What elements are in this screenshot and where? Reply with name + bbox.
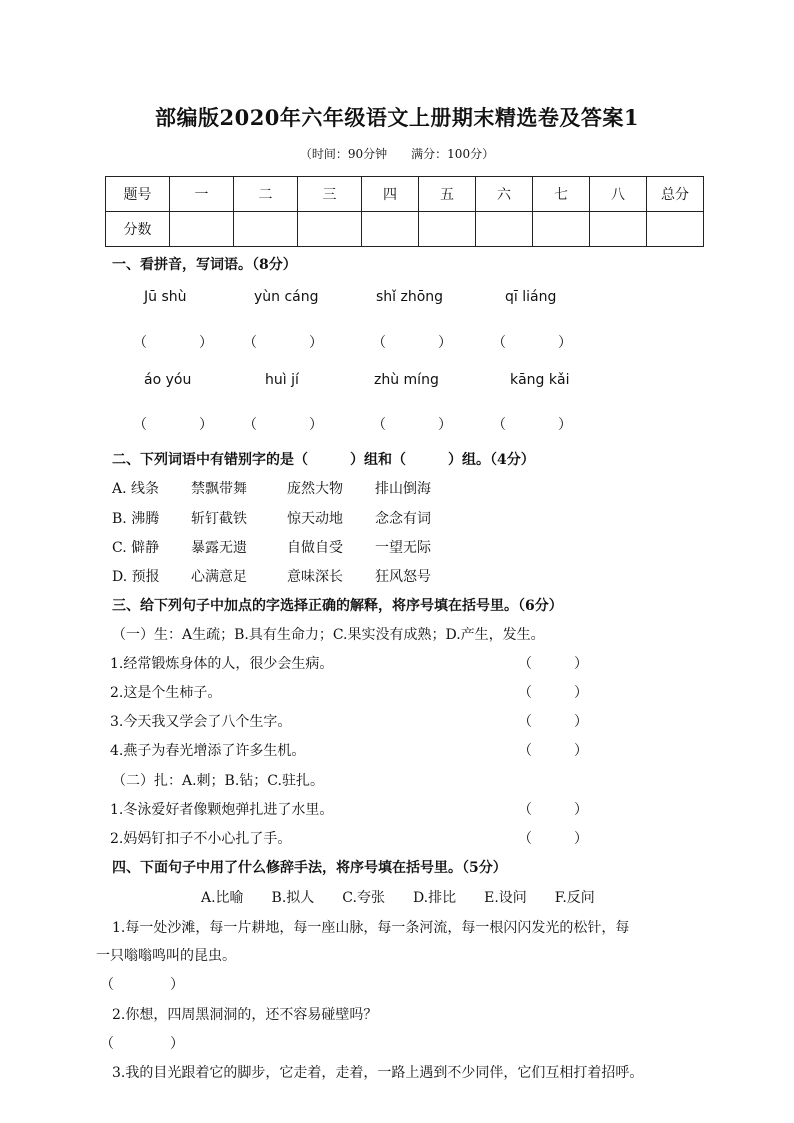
option-word: 一望无际 [375, 540, 431, 556]
pinyin-item: Jū shù [144, 289, 187, 305]
score-cell[interactable] [647, 212, 704, 247]
pinyin-item: kāng kǎi [510, 372, 570, 388]
page-subtitle: （时间：90分钟 满分：100分） [299, 147, 495, 161]
header-cell: 总分 [647, 177, 704, 212]
header-cell: 题号 [106, 177, 170, 212]
blank-close: ） [199, 335, 213, 351]
score-cell[interactable] [590, 212, 647, 247]
page-title: 部编版2020年六年级语文上册期末精选卷及答案1 [154, 105, 640, 130]
question-text: 2.这是个生柿子。 [110, 685, 222, 701]
score-table [105, 176, 704, 247]
pinyin-item: áo yóu [144, 372, 192, 388]
header-cell: 八 [590, 177, 647, 212]
blank-close: ） [199, 417, 213, 433]
option-label: C. 僻静 [112, 540, 160, 556]
option-word: 意味深长 [287, 569, 343, 585]
score-cell[interactable] [362, 212, 419, 247]
header-cell: 五 [419, 177, 476, 212]
header-cell: 六 [476, 177, 533, 212]
section2-heading: 二、下列词语中有错别字的是（ ）组和（ ）组。（4分） [112, 452, 535, 468]
option-label: B. 沸腾 [112, 511, 160, 527]
blank-close: ） [309, 417, 323, 433]
blank-close: ） [438, 335, 452, 351]
score-table-header-row [106, 177, 704, 212]
blank-open: （ [243, 335, 257, 351]
rhetoric-options: A.比喻 B.拟人 C.夸张 D.排比 E.设问 F.反问 [201, 890, 595, 906]
blank-open: （ [372, 417, 386, 433]
blank-close: ） [438, 417, 452, 433]
option-word: 排山倒海 [375, 481, 431, 497]
question-text: 3.我的目光跟着它的脚步，它走着，走着，一路上遇到不少同伴，它们互相打着招呼。 [112, 1065, 644, 1081]
pinyin-item: zhù míng [374, 372, 439, 388]
option-word: 禁飘带舞 [191, 481, 247, 497]
answer-blank[interactable]: （ ） [518, 743, 588, 759]
group2-definitions: （二）扎：A.刺；B.钻；C.驻扎。 [112, 773, 324, 789]
option-label: D. 预报 [112, 569, 160, 585]
option-label: A. 线条 [112, 481, 160, 497]
answer-blank[interactable]: （ ） [518, 831, 588, 847]
option-word: 暴露无遗 [191, 540, 247, 556]
score-cell[interactable] [298, 212, 362, 247]
answer-blank[interactable]: （ ） [100, 1036, 184, 1052]
option-word: 心满意足 [191, 569, 247, 585]
question-text: 4.燕子为春光增添了许多生机。 [110, 743, 306, 759]
blank-open: （ [133, 335, 147, 351]
answer-blank[interactable]: （ ） [518, 656, 588, 672]
pinyin-item: yùn cáng [254, 289, 319, 305]
blank-open: （ [372, 335, 386, 351]
score-row-label: 分数 [106, 212, 170, 247]
option-word: 狂风怒号 [375, 569, 431, 585]
blank-open: （ [243, 417, 257, 433]
score-cell[interactable] [419, 212, 476, 247]
header-cell: 一 [170, 177, 234, 212]
pinyin-item: huì jí [265, 372, 299, 388]
score-cell[interactable] [170, 212, 234, 247]
option-word: 庞然大物 [287, 481, 343, 497]
score-cell[interactable] [533, 212, 590, 247]
option-word: 惊天动地 [287, 511, 343, 527]
header-cell: 三 [298, 177, 362, 212]
answer-blank[interactable]: （ ） [100, 977, 184, 993]
question-text: 1.每一处沙滩，每一片耕地，每一座山脉，每一条河流，每一根闪闪发光的松针，每 [112, 920, 630, 936]
header-cell: 四 [362, 177, 419, 212]
answer-blank[interactable]: （ ） [518, 685, 588, 701]
blank-open: （ [492, 335, 506, 351]
option-word: 自做自受 [287, 540, 343, 556]
blank-close: ） [558, 417, 572, 433]
answer-blank[interactable]: （ ） [518, 714, 588, 730]
question-text: 3.今天我又学会了八个生字。 [110, 714, 292, 730]
question-text: 2.你想，四周黑洞洞的，还不容易碰壁吗？ [112, 1007, 378, 1023]
score-cell[interactable] [234, 212, 298, 247]
blank-open: （ [133, 417, 147, 433]
score-table-score-row [106, 212, 704, 247]
blank-open: （ [492, 417, 506, 433]
question-text: 2.妈妈钉扣子不小心扎了手。 [110, 831, 292, 847]
question-text: 1.冬泳爱好者像颗炮弹扎进了水里。 [110, 802, 334, 818]
question-text-continued: 一只嗡嗡鸣叫的昆虫。 [96, 948, 236, 964]
question-text: 1.经常锻炼身体的人，很少会生病。 [110, 656, 334, 672]
section4-heading: 四、下面句子中用了什么修辞手法，将序号填在括号里。（5分） [112, 860, 507, 876]
score-cell[interactable] [476, 212, 533, 247]
header-cell: 二 [234, 177, 298, 212]
option-word: 念念有词 [375, 511, 431, 527]
pinyin-item: qī liáng [505, 289, 557, 305]
option-word: 斩钉截铁 [191, 511, 247, 527]
header-cell: 七 [533, 177, 590, 212]
blank-close: ） [309, 335, 323, 351]
pinyin-item: shǐ zhōng [376, 289, 444, 305]
section1-heading: 一、看拼音，写词语。（8分） [112, 257, 297, 273]
group1-definitions: （一）生：A生疏；B.具有生命力；C.果实没有成熟；D.产生，发生。 [112, 627, 545, 643]
section3-heading: 三、给下列句子中加点的字选择正确的解释，将序号填在括号里。（6分） [112, 598, 563, 614]
answer-blank[interactable]: （ ） [518, 802, 588, 818]
blank-close: ） [558, 335, 572, 351]
